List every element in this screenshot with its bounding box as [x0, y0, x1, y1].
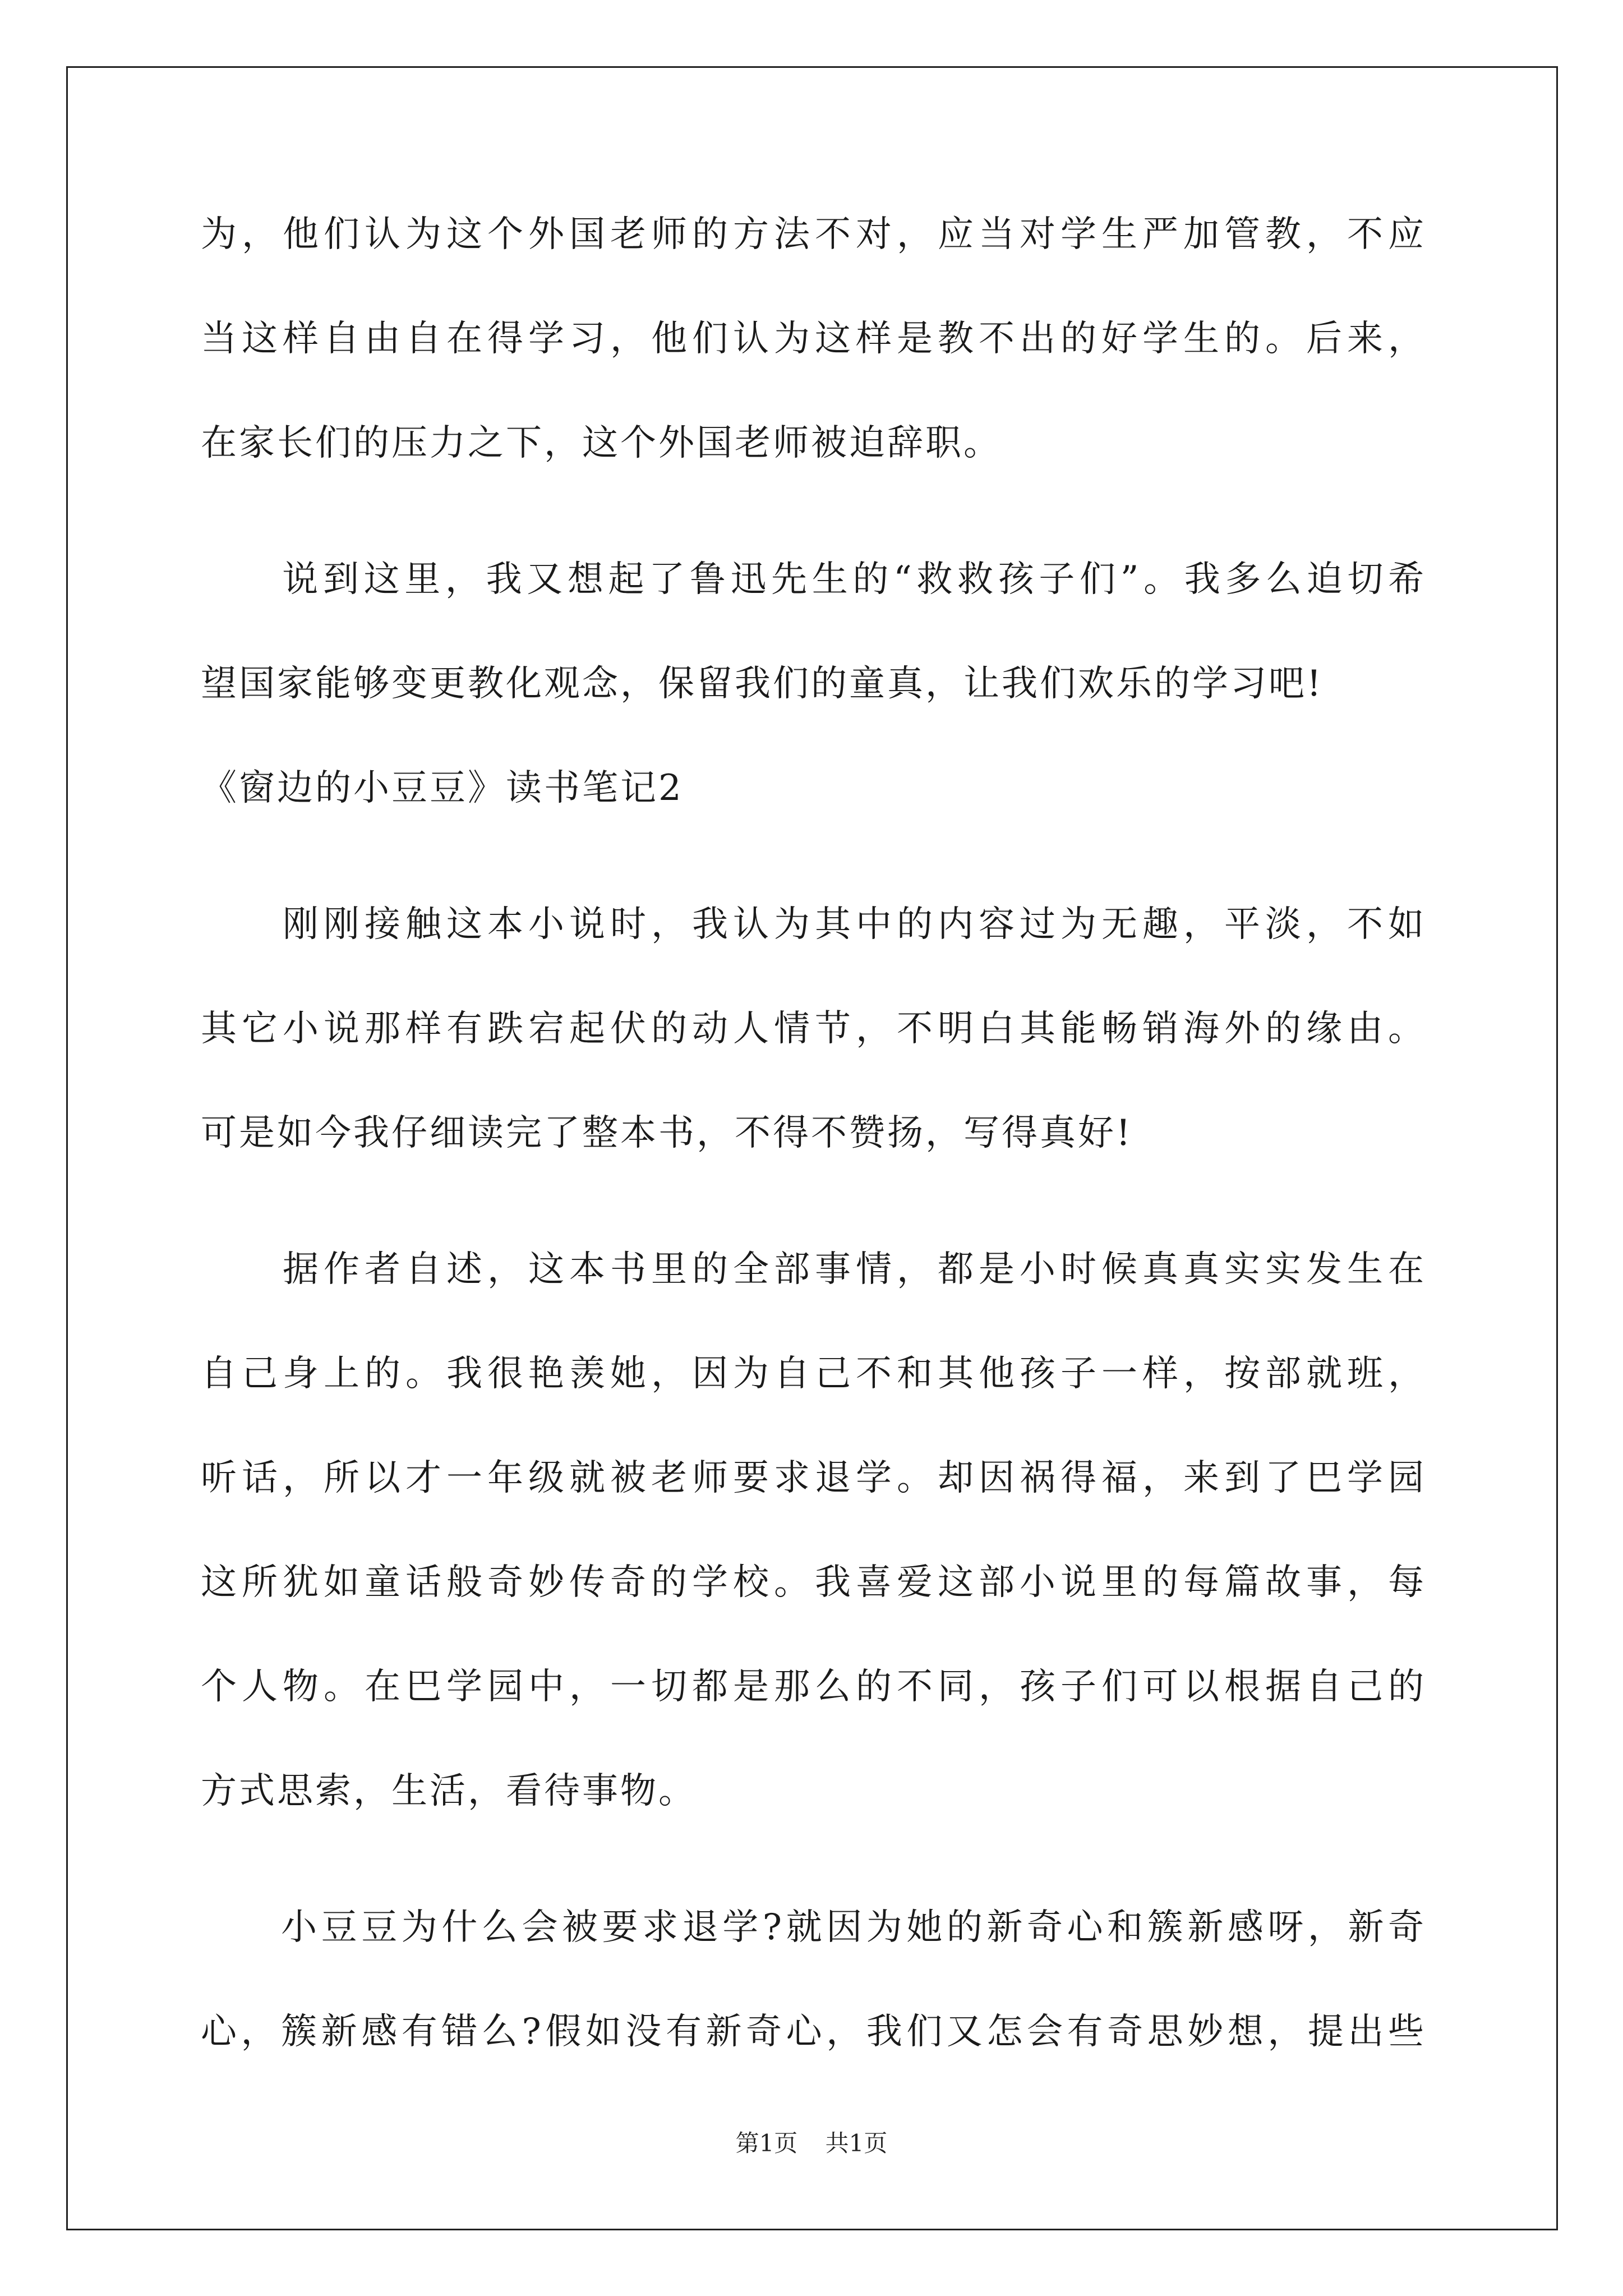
text-line: 为，他们认为这个外国老师的方法不对，应当对学生严加管教，不应: [201, 214, 1426, 255]
text-line: 其它小说那样有跌宕起伏的动人情节，不明白其能畅销海外的缘由。: [201, 1008, 1426, 1050]
text-line: 刚刚接触这本小说时，我认为其中的内容过为无趣，平淡，不如: [201, 904, 1426, 945]
text-line: 在家长们的压力之下，这个外国老师被迫辞职。: [201, 422, 1002, 464]
text-line: 心，簇新感有错么?假如没有新奇心，我们又怎会有奇思妙想，提出些: [201, 2011, 1426, 2053]
text-line: 听话，所以才一年级就被老师要求退学。却因祸得福，来到了巴学园: [201, 1457, 1426, 1499]
text-line: 据作者自述，这本书里的全部事情，都是小时候真真实实发生在: [201, 1249, 1426, 1290]
page-footer: [0, 2125, 1623, 2159]
text-line: 望国家能够变更教化观念，保留我们的童真，让我们欢乐的学习吧!: [201, 663, 1324, 705]
text-line: 自己身上的。我很艳羡她，因为自己不和其他孩子一样，按部就班，: [201, 1353, 1426, 1395]
text-line: 小豆豆为什么会被要求退学?就因为她的新奇心和簇新感呀，新奇: [201, 1907, 1426, 1948]
document-body: [201, 209, 1426, 2058]
text-line: 个人物。在巴学园中，一切都是那么的不同，孩子们可以根据自己的: [201, 1666, 1426, 1708]
text-line: 说到这里，我又想起了鲁迅先生的“救救孩子们”。我多么迫切希: [201, 559, 1426, 600]
page-number: 第1页: [735, 2129, 798, 2157]
section-heading: 《窗边的小豆豆》读书笔记2: [201, 767, 684, 809]
text-line: 当这样自由自在得学习，他们认为这样是教不出的好学生的。后来，: [201, 318, 1426, 360]
text-line: 方式思索，生活，看待事物。: [201, 1770, 697, 1812]
text-line: 可是如今我仔细读完了整本书，不得不赞扬，写得真好!: [201, 1112, 1133, 1154]
page-total: 共1页: [825, 2129, 888, 2157]
text-line: 这所犹如童话般奇妙传奇的学校。我喜爱这部小说里的每篇故事，每: [201, 1562, 1426, 1603]
